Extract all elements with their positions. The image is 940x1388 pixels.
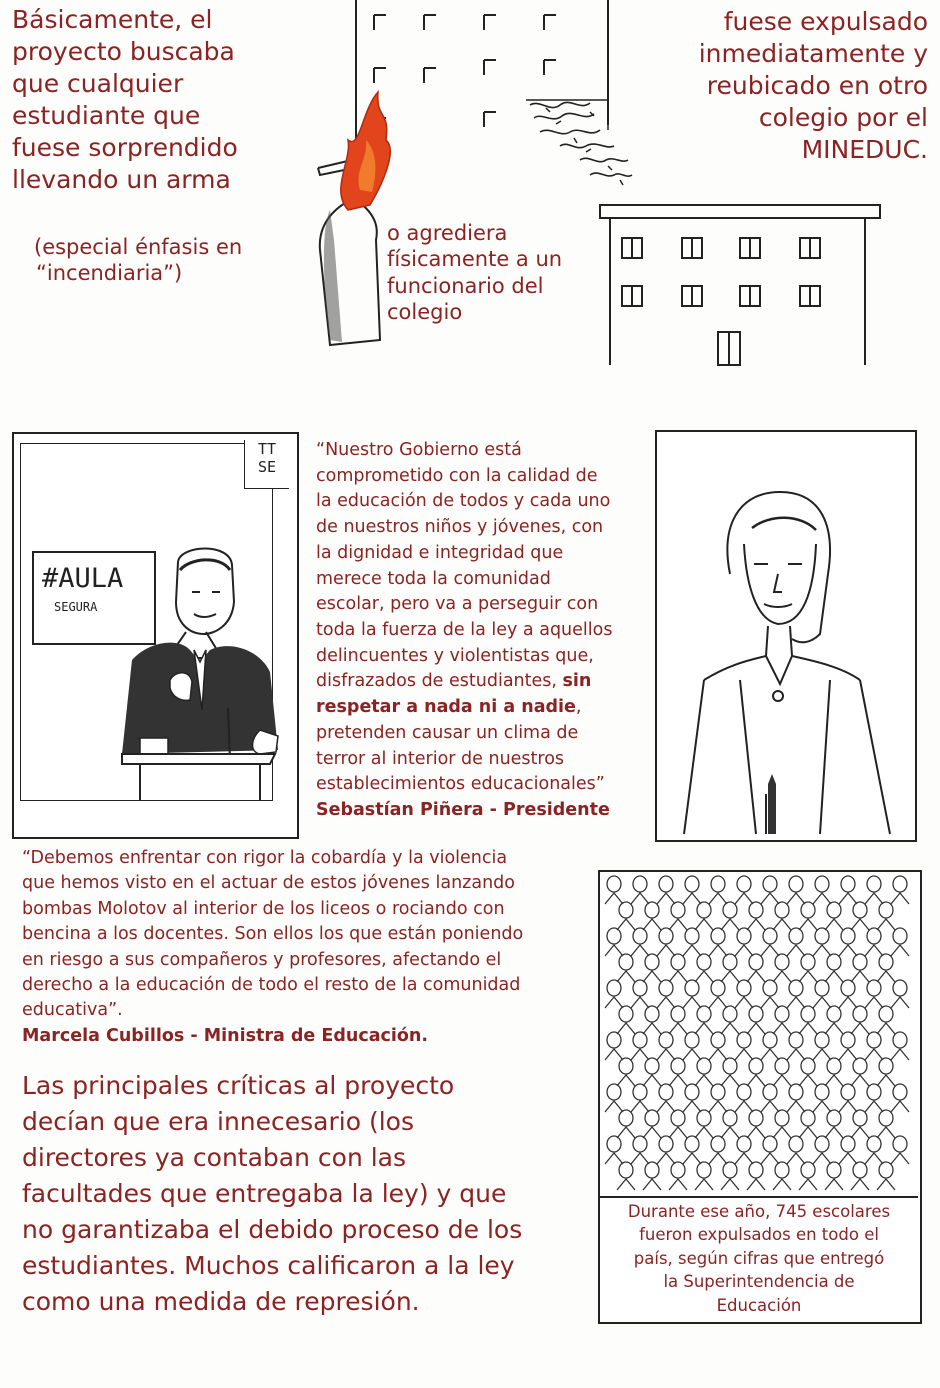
crowd-figure xyxy=(735,1136,753,1164)
emphasis-note: (especial énfasis en “incendiaria”) xyxy=(34,235,243,286)
cubillos-author: Marcela Cubillos - Ministra de Educación. xyxy=(22,1025,429,1046)
crowd-figure xyxy=(813,980,831,1008)
crowd-figure xyxy=(813,1032,831,1060)
cubillos-quote: “Debemos enfrentar con rigor la cobardía y la violencia que hemos visto en el actuar de estos jóvenes lanzando bombas Molotov al interior de los liceos o rociando con bencina a los docentes. Son ellos los que están poniendo en riesgo a sus compañeros y profesores, afectando el derecho a la educación de todo el resto de la comunidad educativa”. Marcela Cubillos - Ministra de Educación. xyxy=(22,846,602,1049)
crowd-figure xyxy=(813,876,831,904)
crowd-figure xyxy=(735,876,753,904)
crowd-figure xyxy=(877,1058,895,1086)
expulsion-text: fuese expulsado inmediatamente y reubicado en otro colegio por el MINEDUC. xyxy=(698,7,928,164)
crowd-figure xyxy=(657,980,675,1008)
crowd-figure xyxy=(851,1162,869,1190)
crowd-figure xyxy=(657,1084,675,1112)
crowd-figure xyxy=(891,1084,909,1112)
crowd-figure xyxy=(865,1136,883,1164)
crowd-illustration xyxy=(602,874,916,1192)
crowd-figure xyxy=(865,980,883,1008)
president-illustration xyxy=(110,540,290,800)
crowd-figure xyxy=(617,1110,635,1138)
crowd-figure xyxy=(865,1084,883,1112)
crowd-figure xyxy=(735,1032,753,1060)
crowd-figure xyxy=(839,876,857,904)
crowd-figure xyxy=(825,1006,843,1034)
crowd-figure xyxy=(839,928,857,956)
crowd-figure xyxy=(605,1136,623,1164)
crowd-figure xyxy=(669,954,687,982)
pinera-quote: “Nuestro Gobierno está comprometido con la calidad de la educación de todos y cada uno de nuestros niños y jóvenes, con la dignidad e integridad que merece toda la comunidad escolar, pero va a perseguir con toda la fuerza de la ley a aquellos delincuentes y violentistas que, disfrazados de estudiantes, sin respetar a nada ni a nadie, pretenden causar un clima de terror al interior de nuestros establecimientos educacionales” Sebastían Piñera - Presidente xyxy=(316,438,646,824)
crowd-figure xyxy=(799,902,817,930)
crowd-figure xyxy=(761,876,779,904)
crowd-figure xyxy=(617,1162,635,1190)
crowd-figure xyxy=(787,876,805,904)
crowd-figure xyxy=(617,1006,635,1034)
crowd-figure xyxy=(773,1162,791,1190)
crowd-figure xyxy=(761,928,779,956)
crowd-figure xyxy=(761,1136,779,1164)
crowd-figure xyxy=(669,1162,687,1190)
crowd-figure xyxy=(721,954,739,982)
crowd-figure xyxy=(839,980,857,1008)
intro-text: Básicamente, el proyecto buscaba que cualquier estudiante que fuese sorprendido llevando un arma xyxy=(12,5,238,194)
crowd-figure xyxy=(631,1084,649,1112)
crowd-figure xyxy=(813,1136,831,1164)
crowd-figure xyxy=(773,1110,791,1138)
crowd-figure xyxy=(747,1110,765,1138)
crowd-figure xyxy=(799,1058,817,1086)
crowd-figure xyxy=(735,1084,753,1112)
crowd-figure xyxy=(669,902,687,930)
crowd-figure xyxy=(695,1058,713,1086)
crowd-figure xyxy=(683,1032,701,1060)
sign-subtitle: SEGURA xyxy=(54,600,98,614)
crowd-figure xyxy=(721,1162,739,1190)
crowd-figure xyxy=(605,1032,623,1060)
crowd-figure xyxy=(773,902,791,930)
crowd-figure xyxy=(773,954,791,982)
crowd-figure xyxy=(721,1110,739,1138)
pinera-author: Sebastían Piñera - Presidente xyxy=(316,800,610,821)
crowd-figure xyxy=(721,1006,739,1034)
crowd-figure xyxy=(669,1006,687,1034)
crowd-figure xyxy=(839,1136,857,1164)
crowd-figure xyxy=(877,902,895,930)
crowd-figure xyxy=(851,1110,869,1138)
crowd-figure xyxy=(825,1110,843,1138)
criticism-text: Las principales críticas al proyecto decían que era innecesario (los directores ya contaban con las facultades que entregaba la ley) y que no garantizaba el debido proceso de los estudiantes. Muchos calificaron a la ley como una medida de represión. xyxy=(22,1071,523,1316)
crowd-figure xyxy=(851,954,869,982)
crowd-figure xyxy=(761,980,779,1008)
crowd-figure xyxy=(605,928,623,956)
crowd-figure xyxy=(851,1006,869,1034)
crowd-figure xyxy=(695,954,713,982)
crowd-figure xyxy=(877,954,895,982)
crowd-figure xyxy=(617,1058,635,1086)
crowd-figure xyxy=(683,1084,701,1112)
crowd-figure xyxy=(825,1058,843,1086)
crowd-figure xyxy=(643,1058,661,1086)
crowd-figure xyxy=(605,1084,623,1112)
crowd-figure xyxy=(605,876,623,904)
crowd-figure xyxy=(813,928,831,956)
crowd-figure xyxy=(709,1032,727,1060)
crowd-figure xyxy=(669,1110,687,1138)
crowd-figure xyxy=(773,1006,791,1034)
crowd-figure xyxy=(865,928,883,956)
crowd-figure xyxy=(643,902,661,930)
crowd-figure xyxy=(877,1110,895,1138)
crowd-figure xyxy=(773,1058,791,1086)
crowd-figure xyxy=(787,980,805,1008)
crowd-figure xyxy=(709,928,727,956)
crowd-figure xyxy=(631,928,649,956)
crowd-figure xyxy=(721,1058,739,1086)
crowd-figure xyxy=(825,902,843,930)
crowd-figure xyxy=(657,876,675,904)
crowd-figure xyxy=(643,1162,661,1190)
crowd-figure xyxy=(657,1032,675,1060)
crowd-figure xyxy=(747,1162,765,1190)
crowd-figure xyxy=(825,954,843,982)
crowd-figure xyxy=(643,954,661,982)
crowd-figure xyxy=(799,954,817,982)
crowd-figure xyxy=(787,1084,805,1112)
crowd-figure xyxy=(683,980,701,1008)
crowd-figure xyxy=(787,1136,805,1164)
crowd-figure xyxy=(617,902,635,930)
crowd-figure xyxy=(695,1006,713,1034)
crowd-figure xyxy=(709,1136,727,1164)
crowd-figure xyxy=(747,1058,765,1086)
crowd-figure xyxy=(605,980,623,1008)
crowd-figure xyxy=(709,876,727,904)
crowd-figure xyxy=(631,980,649,1008)
crowd-figure xyxy=(721,902,739,930)
crowd-figure xyxy=(735,928,753,956)
crowd-figure xyxy=(891,1032,909,1060)
crowd-figure xyxy=(787,928,805,956)
sign-hashtag: #AULA xyxy=(42,563,124,594)
crowd-figure xyxy=(669,1058,687,1086)
crowd-figure xyxy=(891,980,909,1008)
crowd-figure xyxy=(657,928,675,956)
crowd-figure xyxy=(631,876,649,904)
crowd-figure xyxy=(891,876,909,904)
crowd-figure xyxy=(851,902,869,930)
crowd-figure xyxy=(761,1084,779,1112)
crowd-figure xyxy=(761,1032,779,1060)
crowd-figure xyxy=(799,1162,817,1190)
crowd-figure xyxy=(695,1162,713,1190)
crowd-figure xyxy=(683,876,701,904)
crowd-figure xyxy=(709,980,727,1008)
crowd-figure xyxy=(643,1110,661,1138)
crowd-figure xyxy=(631,1032,649,1060)
crowd-figure xyxy=(695,902,713,930)
crowd-figure xyxy=(865,876,883,904)
crowd-figure xyxy=(825,1162,843,1190)
crowd-figure xyxy=(799,1006,817,1034)
crowd-figure xyxy=(709,1084,727,1112)
crowd-figure xyxy=(747,954,765,982)
crowd-figure xyxy=(617,954,635,982)
corner-logo: TT SE xyxy=(244,440,289,489)
crowd-figure xyxy=(747,902,765,930)
crowd-figure xyxy=(787,1032,805,1060)
crowd-figure xyxy=(683,928,701,956)
crowd-figure xyxy=(747,1006,765,1034)
crowd-figure xyxy=(877,1162,895,1190)
crowd-figure xyxy=(799,1110,817,1138)
crowd-figure xyxy=(695,1110,713,1138)
crowd-figure xyxy=(851,1058,869,1086)
crowd-figure xyxy=(643,1006,661,1034)
crowd-figure xyxy=(865,1032,883,1060)
crowd-figure xyxy=(891,928,909,956)
crowd-figure xyxy=(735,980,753,1008)
crowd-figure xyxy=(839,1084,857,1112)
crowd-figure xyxy=(877,1006,895,1034)
fire-icon xyxy=(341,92,390,210)
crowd-figure xyxy=(683,1136,701,1164)
crowd-figure xyxy=(657,1136,675,1164)
minister-illustration xyxy=(660,434,910,834)
crowd-figure xyxy=(813,1084,831,1112)
crowd-caption: Durante ese año, 745 escolares fueron expulsados en todo el país, según cifras que entregó la Superintendencia de Educación xyxy=(600,1196,918,1317)
crowd-figure xyxy=(631,1136,649,1164)
aggression-text: o agrediera físicamente a un funcionario del colegio xyxy=(387,221,563,325)
crowd-figure xyxy=(839,1032,857,1060)
crowd-figure xyxy=(891,1136,909,1164)
